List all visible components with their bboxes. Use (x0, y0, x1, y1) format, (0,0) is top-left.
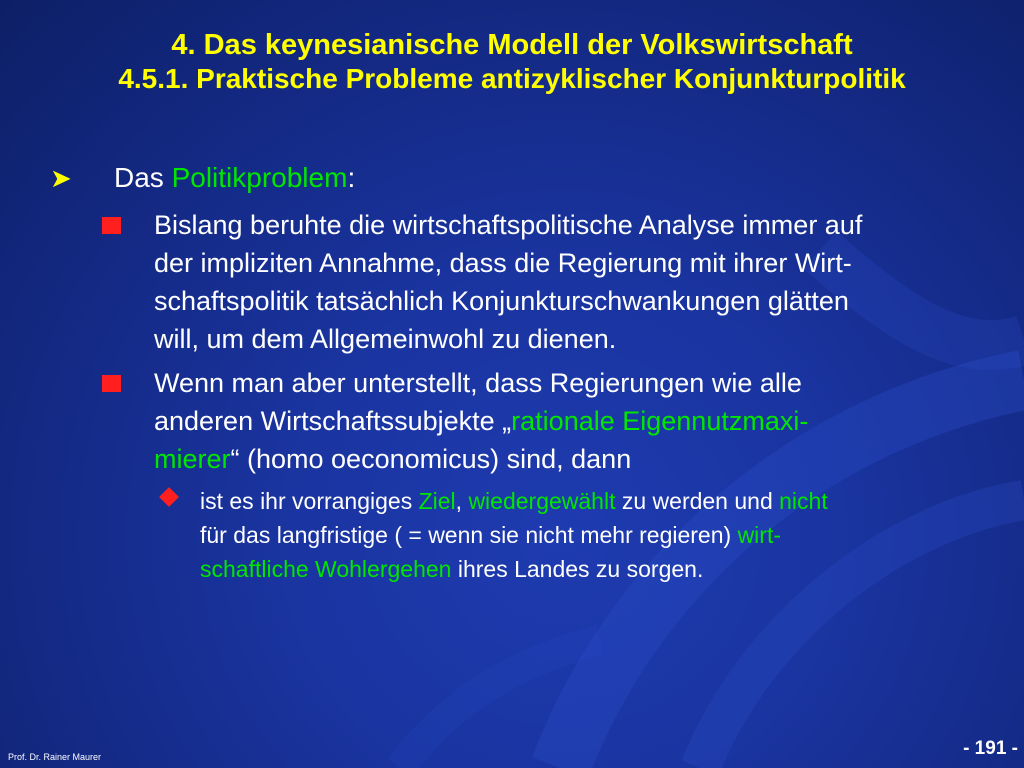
arrow-bullet-icon: ➤ (50, 163, 72, 193)
sub-bullet-2-text: Wenn man aber unterstellt, dass Regierungen wie alle anderen Wirtschaftssubjekte „rationale Eigennutzmaxi- mierer“ (homo oeconomicus) sind, dann (154, 368, 809, 474)
title-line-2: 4.5.1. Praktische Probleme antizyklischer Konjunkturpolitik (118, 63, 906, 95)
square-bullet-icon (102, 217, 121, 234)
slide-title (0, 28, 1024, 95)
page-number: - 191 - (963, 738, 1018, 759)
footer-author: Prof. Dr. Rainer Maurer (8, 752, 102, 762)
sub-sub-bullet-1-text: ist es ihr vorrangiges Ziel, wiedergewählt zu werden und nicht für das langfristige ( = wenn sie nicht mehr regieren) wirt- schaftliche Wohlergehen ihres Landes zu sorgen. (200, 488, 828, 582)
bullet-text: Das Politikproblem: (114, 162, 356, 193)
sub-bullet-1-text: Bislang beruhte die wirtschaftspolitische Analyse immer auf der impliziten Annahme, dass die Regierung mit ihrer Wirt- schaftspolitik tatsächlich Konjunkturschwankungen glätten will, um dem Allgemeinwohl zu dienen. (154, 210, 863, 354)
diamond-bullet-icon (159, 487, 179, 507)
square-bullet-icon (102, 375, 121, 392)
title-line-1: 4. Das keynesianische Modell der Volkswirtschaft (171, 29, 853, 61)
